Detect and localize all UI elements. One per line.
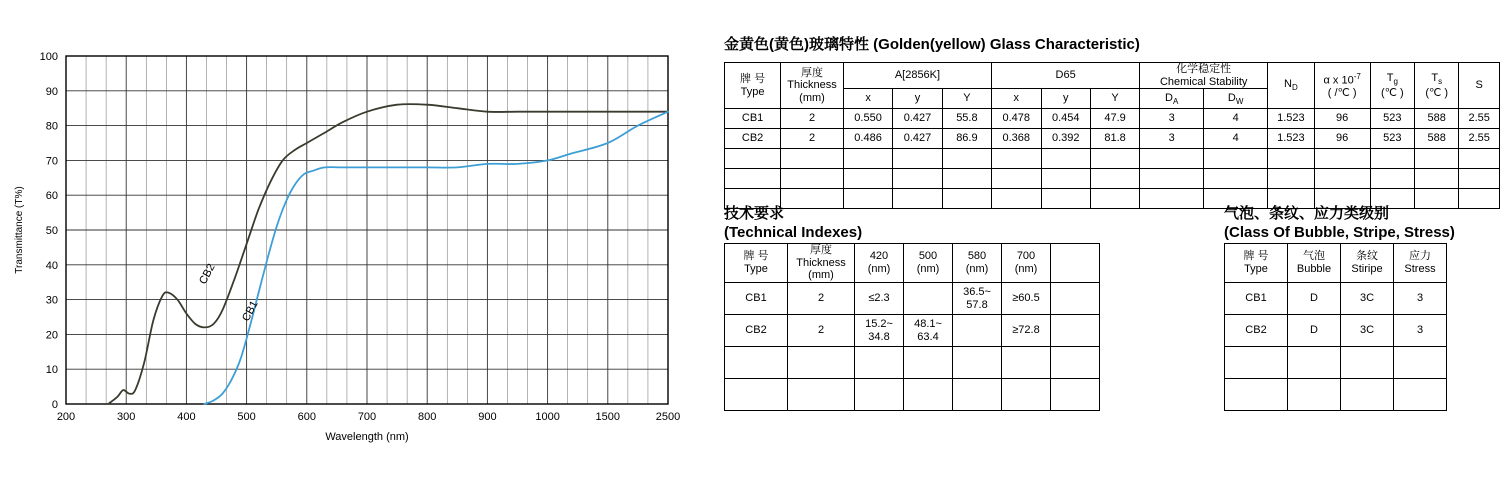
cell-type [725, 379, 788, 411]
table-header-row [725, 63, 1500, 89]
cell-s [1459, 149, 1500, 169]
table-row [725, 379, 1100, 411]
cell-s: 2.55 [1459, 109, 1500, 129]
svg-text:CB1: CB1 [240, 298, 261, 324]
technical-indexes-table [724, 243, 1100, 411]
cell-stress [1394, 347, 1447, 379]
cell-d-Y: 47.9 [1090, 109, 1139, 129]
cell-700nm [1002, 379, 1051, 411]
cell-dw: 4 [1204, 129, 1268, 149]
cell-d-y [1041, 189, 1090, 209]
cell-type: CB2 [725, 129, 781, 149]
cell-s: 2.55 [1459, 129, 1500, 149]
cell-dw: 4 [1204, 109, 1268, 129]
cell-nd: 1.523 [1268, 109, 1315, 129]
header-d-Y: Y [1090, 89, 1139, 109]
header-a-Y: Y [942, 89, 991, 109]
header-thickness: 厚度 Thickness (mm) [781, 63, 844, 109]
cell-700nm [1002, 347, 1051, 379]
cell-d-y [1041, 149, 1090, 169]
header-d-x: x [992, 89, 1041, 109]
header-dw: $D_W$ [1204, 89, 1268, 109]
header-a-y: y [893, 89, 942, 109]
cell-d-Y [1090, 169, 1139, 189]
cell-a-x: 0.486 [843, 129, 892, 149]
svg-text:10: 10 [45, 364, 58, 377]
header-500nm: 500 (nm) [904, 244, 953, 283]
header-420nm: 420 (nm) [855, 244, 904, 283]
cell-bubble: D [1288, 283, 1341, 315]
cell-420nm [855, 347, 904, 379]
cell-bubble: D [1288, 315, 1341, 347]
cell-da [1140, 169, 1204, 189]
cell-dw [1204, 169, 1268, 189]
tech-table-title: 技术要求 (Technical Indexes) [724, 205, 863, 241]
header-580nm: 580 (nm) [953, 244, 1002, 283]
bubble-table-title: 气泡、条纹、应力类级别 (Class Of Bubble, Stripe, Stress) [1224, 205, 1455, 241]
svg-text:1500: 1500 [595, 411, 621, 423]
cell-stripe [1341, 347, 1394, 379]
cell-d-x [992, 149, 1041, 169]
cell-tg: 523 [1370, 109, 1414, 129]
cell-a-Y [942, 169, 991, 189]
cell-a-y [893, 189, 942, 209]
header-a2856k: A[2856K] [843, 63, 991, 89]
header-700nm: 700 (nm) [1002, 244, 1051, 283]
svg-text:30: 30 [45, 294, 58, 307]
cell-da: 3 [1140, 109, 1204, 129]
header-stripe: 条纹 Stiripe [1341, 244, 1394, 283]
cell-da: 3 [1140, 129, 1204, 149]
table-row [1225, 315, 1447, 347]
cell-500nm [904, 347, 953, 379]
cell-alpha: 96 [1314, 129, 1370, 149]
cell-s [1459, 169, 1500, 189]
tables-panel [712, 0, 1500, 480]
cell-type [1225, 379, 1288, 411]
cell-420nm: 15.2~ 34.8 [855, 315, 904, 347]
svg-text:700: 700 [357, 411, 377, 423]
cell-700nm: ≥72.8 [1002, 315, 1051, 347]
svg-text:500: 500 [237, 411, 256, 423]
cell-thickness [788, 379, 855, 411]
glass-characteristic-table [724, 62, 1500, 209]
table-row [725, 169, 1500, 189]
header-d-y: y [1041, 89, 1090, 109]
cell-ts: 588 [1415, 109, 1459, 129]
cell-type: CB2 [1225, 315, 1288, 347]
svg-text:60: 60 [45, 190, 58, 203]
svg-text:2500: 2500 [655, 411, 681, 423]
table-row [725, 109, 1500, 129]
cell-a-Y [942, 149, 991, 169]
cell-stress: 3 [1394, 315, 1447, 347]
cell-580nm: 36.5~ 57.8 [953, 283, 1002, 315]
chart-svg [0, 0, 700, 480]
cell-thickness: 2 [788, 283, 855, 315]
header-da: $D_A$ [1140, 89, 1204, 109]
cell-da [1140, 149, 1204, 169]
main-table-title: 金黄色(黄色)玻璃特性 (Golden(yellow) Glass Characteristic) [724, 36, 1140, 53]
cell-type [725, 149, 781, 169]
svg-text:80: 80 [45, 120, 58, 133]
svg-text:CB2: CB2 [197, 261, 218, 287]
header-type: 牌 号 Type [1225, 244, 1288, 283]
cell-d-x: 0.368 [992, 129, 1041, 149]
svg-text:0: 0 [51, 399, 58, 411]
svg-text:50: 50 [45, 225, 58, 237]
cell-a-y [893, 169, 942, 189]
cell-da [1140, 189, 1204, 209]
header-d65: D65 [992, 63, 1140, 89]
table-row [725, 129, 1500, 149]
cell-d-y: 0.392 [1041, 129, 1090, 149]
cell-ts: 588 [1415, 129, 1459, 149]
cell-a-Y [942, 189, 991, 209]
cell-s [1459, 189, 1500, 209]
cell-420nm: ≤2.3 [855, 283, 904, 315]
cell-thickness: 2 [781, 129, 844, 149]
cell-500nm [904, 283, 953, 315]
cell-nd [1268, 169, 1315, 189]
cell-ts [1415, 149, 1459, 169]
cell-a-Y: 55.8 [942, 109, 991, 129]
cell-tg: 523 [1370, 129, 1414, 149]
cell-a-x [843, 169, 892, 189]
cell-alpha [1314, 169, 1370, 189]
cell-blank [1051, 315, 1100, 347]
svg-text:600: 600 [297, 411, 316, 423]
cell-580nm [953, 379, 1002, 411]
header-chemical-stability: 化学稳定性 Chemical Stability [1140, 63, 1268, 89]
header-type: 牌 号 Type [725, 244, 788, 283]
cell-ts [1415, 169, 1459, 189]
cell-type: CB1 [725, 109, 781, 129]
cell-blank [1051, 347, 1100, 379]
cell-type [725, 169, 781, 189]
cell-580nm [953, 347, 1002, 379]
cell-a-Y: 86.9 [942, 129, 991, 149]
cell-d-Y [1090, 149, 1139, 169]
cell-blank [1051, 379, 1100, 411]
table-row [1225, 379, 1447, 411]
cell-type: CB1 [725, 283, 788, 315]
cell-thickness: 2 [788, 315, 855, 347]
cell-d-x: 0.478 [992, 109, 1041, 129]
header-alpha: α x $10^{-7}$ ( /℃ ) [1314, 63, 1370, 109]
header-stress: 应力 Stress [1394, 244, 1447, 283]
cell-tg [1370, 169, 1414, 189]
header-blank [1051, 244, 1100, 283]
header-bubble: 气泡 Bubble [1288, 244, 1341, 283]
header-type: 牌 号 Type [725, 63, 781, 109]
svg-text:70: 70 [45, 155, 58, 168]
cell-dw [1204, 149, 1268, 169]
header-s: S [1459, 63, 1500, 109]
svg-text:1000: 1000 [535, 411, 560, 423]
table-row [725, 347, 1100, 379]
svg-text:900: 900 [478, 411, 497, 423]
svg-text:90: 90 [45, 85, 58, 98]
cell-alpha: 96 [1314, 109, 1370, 129]
cell-a-y [893, 149, 942, 169]
table-row [1225, 283, 1447, 315]
cell-type: CB1 [1225, 283, 1288, 315]
cell-alpha [1314, 149, 1370, 169]
cell-d-y: 0.454 [1041, 109, 1090, 129]
table-row [725, 283, 1100, 315]
header-thickness: 厚度 Thickness (mm) [788, 244, 855, 283]
cell-580nm [953, 315, 1002, 347]
header-nd: $N_D$ [1268, 63, 1315, 109]
svg-text:200: 200 [56, 411, 76, 423]
cell-blank [1051, 283, 1100, 315]
cell-d-x [992, 169, 1041, 189]
header-tg: $T_g$ (℃ ) [1370, 63, 1414, 109]
table-row [725, 149, 1500, 169]
cell-thickness: 2 [781, 109, 844, 129]
cell-a-x [843, 149, 892, 169]
cell-thickness [781, 149, 844, 169]
transmittance-chart [0, 0, 700, 480]
cell-700nm: ≥60.5 [1002, 283, 1051, 315]
cell-tg [1370, 149, 1414, 169]
table-header-row [725, 244, 1100, 283]
cell-nd: 1.523 [1268, 129, 1315, 149]
svg-text:300: 300 [117, 411, 136, 423]
cell-type [1225, 347, 1288, 379]
cell-d-x [992, 189, 1041, 209]
svg-text:Transmittance (T%): Transmittance (T%) [14, 186, 25, 274]
svg-text:20: 20 [45, 329, 58, 342]
cell-420nm [855, 379, 904, 411]
cell-stress [1394, 379, 1447, 411]
bubble-stripe-stress-table [1224, 243, 1447, 411]
svg-text:800: 800 [418, 411, 437, 423]
cell-bubble [1288, 379, 1341, 411]
table-header-row [1225, 244, 1447, 283]
table-row [1225, 347, 1447, 379]
cell-a-x: 0.550 [843, 109, 892, 129]
cell-stripe [1341, 379, 1394, 411]
cell-type [725, 347, 788, 379]
cell-thickness [788, 347, 855, 379]
cell-d-Y [1090, 189, 1139, 209]
svg-text:Wavelength (nm): Wavelength (nm) [325, 431, 409, 443]
cell-stripe: 3C [1341, 283, 1394, 315]
cell-500nm [904, 379, 953, 411]
cell-stress: 3 [1394, 283, 1447, 315]
svg-text:40: 40 [45, 259, 58, 272]
cell-500nm: 48.1~ 63.4 [904, 315, 953, 347]
cell-type: CB2 [725, 315, 788, 347]
cell-d-y [1041, 169, 1090, 189]
cell-stripe: 3C [1341, 315, 1394, 347]
svg-text:100: 100 [39, 51, 58, 63]
cell-thickness [781, 169, 844, 189]
cell-a-y: 0.427 [893, 109, 942, 129]
cell-nd [1268, 149, 1315, 169]
header-a-x: x [843, 89, 892, 109]
table-row [725, 315, 1100, 347]
cell-bubble [1288, 347, 1341, 379]
cell-d-Y: 81.8 [1090, 129, 1139, 149]
cell-a-y: 0.427 [893, 129, 942, 149]
svg-text:400: 400 [177, 411, 196, 423]
header-ts: $T_s$ (℃ ) [1415, 63, 1459, 109]
